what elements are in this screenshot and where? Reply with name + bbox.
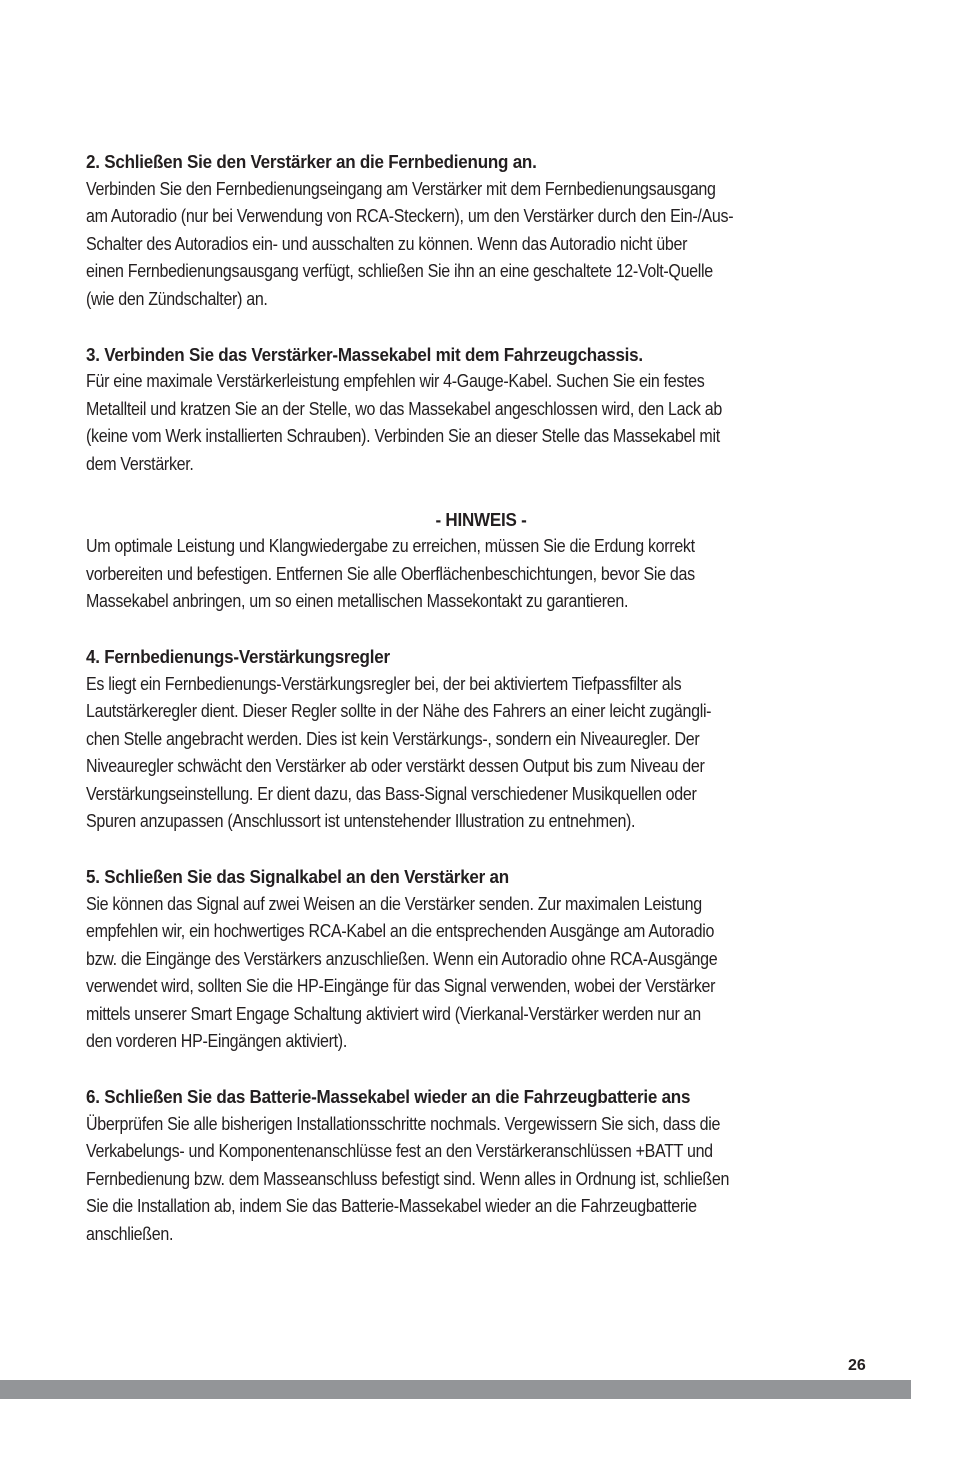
- paragraph-line: Lautstärkeregler dient. Dieser Regler sollte in der Nähe des Fahrers an einer leicht zugängli-: [86, 701, 712, 721]
- paragraph-line: chen Stelle angebracht werden. Dies ist kein Verstärkungs-, sondern ein Niveauregler. Der: [86, 728, 700, 749]
- section-remote-gain-control: [86, 643, 876, 836]
- paragraph-line: Verbinden Sie den Fernbedienungseingang am Verstärker mit dem Fernbedienungsausgang: [86, 178, 716, 199]
- paragraph-line: den vorderen HP-Eingängen aktiviert).: [86, 1031, 347, 1051]
- section-ground-cable: [86, 341, 876, 479]
- paragraph-line: Sie die Installation ab, indem Sie das Batterie-Massekabel wieder an die Fahrzeugbatterie: [86, 1196, 697, 1216]
- section-battery-reconnect: [86, 1083, 876, 1248]
- paragraph-line: verwendet wird, sollten Sie die HP-Eingänge für das Signal verwenden, wobei der Verstärker: [86, 976, 716, 996]
- paragraph-line: am Autoradio (nur bei Verwendung von RCA-Steckern), um den Verstärker durch den Ein-/Aus-: [86, 206, 734, 226]
- paragraph-line: dem Verstärker.: [86, 453, 194, 474]
- section-heading: 3. Verbinden Sie das Verstärker-Massekabel mit dem Fahrzeugchassis.: [86, 343, 643, 365]
- paragraph-line: Spuren anzupassen (Anschlussort ist untenstehender Illustration zu entnehmen).: [86, 811, 636, 831]
- paragraph-line: Metallteil und kratzen Sie an der Stelle, wo das Massekabel angeschlossen wird, den Lack ab: [86, 398, 722, 419]
- paragraph-line: (wie den Zündschalter) an.: [86, 288, 268, 309]
- footer-bar: [0, 1380, 911, 1399]
- paragraph-line: Für eine maximale Verstärkerleistung empfehlen wir 4-Gauge-Kabel. Suchen Sie ein festes: [86, 371, 705, 391]
- section-signal-cable: [86, 863, 876, 1056]
- section-heading: 4. Fernbedienungs-Verstärkungsregler: [86, 646, 390, 667]
- paragraph-line: empfehlen wir, ein hochwertiges RCA-Kabel an die entsprechenden Ausgänge am Autoradio: [86, 921, 715, 941]
- section-heading: 2. Schließen Sie den Verstärker an die Fernbedienung an.: [86, 151, 537, 172]
- paragraph-line: (keine vom Werk installierten Schrauben). Verbinden Sie an dieser Stelle das Massekabel mit: [86, 426, 720, 446]
- paragraph-line: Sie können das Signal auf zwei Weisen an die Verstärker senden. Zur maximalen Leistung: [86, 893, 702, 914]
- paragraph-line: Um optimale Leistung und Klangwiedergabe zu erreichen, müssen Sie die Erdung korrekt: [86, 536, 695, 556]
- section-note: [86, 506, 876, 616]
- section-heading: 5. Schließen Sie das Signalkabel an den Verstärker an: [86, 866, 509, 887]
- page-number: 26: [848, 1357, 866, 1374]
- paragraph-line: Überprüfen Sie alle bisherigen Installationsschritte nochmals. Vergewissern Sie sich, dass die: [86, 1113, 721, 1134]
- paragraph-line: Fernbedienung bzw. dem Masseanschluss befestigt sind. Wenn alles in Ordnung ist, schließen: [86, 1168, 730, 1189]
- paragraph-line: Niveauregler schwächt den Verstärker ab oder verstärkt dessen Output bis zum Niveau der: [86, 756, 705, 776]
- document-body: [86, 148, 876, 1248]
- section-remote-connection: [86, 148, 876, 313]
- note-heading: - HINWEIS -: [435, 508, 527, 530]
- paragraph-line: bzw. die Eingänge des Verstärkers anzuschließen. Wenn ein Autoradio ohne RCA-Ausgänge: [86, 948, 718, 969]
- paragraph-line: Schalter des Autoradios ein- und ausschalten zu können. Wenn das Autoradio nicht über: [86, 233, 688, 254]
- paragraph-line: Verkabelungs- und Komponentenanschlüsse fest an den Verstärkeranschlüssen +BATT und: [86, 1141, 713, 1161]
- paragraph-line: vorbereiten und befestigen. Entfernen Sie alle Oberflächenbeschichtungen, bevor Sie das: [86, 563, 695, 584]
- paragraph-line: einen Fernbedienungsausgang verfügt, schließen Sie ihn an eine geschaltete 12-Volt-Quelle: [86, 261, 713, 281]
- paragraph-line: anschließen.: [86, 1223, 174, 1244]
- section-heading: 6. Schließen Sie das Batterie-Massekabel wieder an die Fahrzeugbatterie ans: [86, 1086, 691, 1107]
- paragraph-line: Es liegt ein Fernbedienungs-Verstärkungsregler bei, der bei aktiviertem Tiefpassfilter als: [86, 673, 682, 694]
- paragraph-line: Verstärkungseinstellung. Er dient dazu, das Bass-Signal verschiedener Musikquellen oder: [86, 783, 697, 804]
- paragraph-line: mittels unserer Smart Engage Schaltung aktiviert wird (Vierkanal-Verstärker werden nur an: [86, 1003, 701, 1024]
- paragraph-line: Massekabel anbringen, um so einen metallischen Massekontakt zu garantieren.: [86, 591, 629, 611]
